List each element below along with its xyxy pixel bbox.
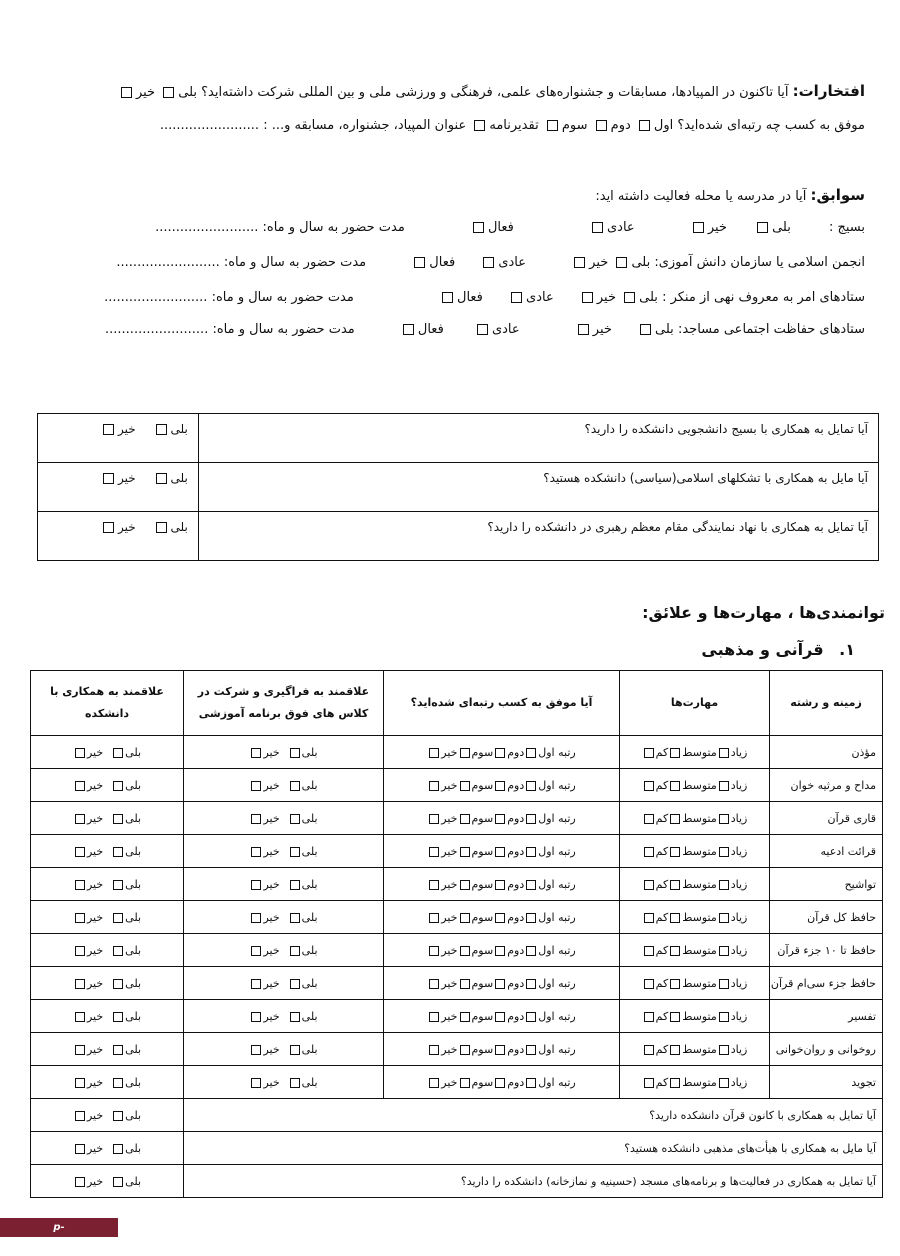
interest-cell: بلیخیر (31, 1066, 184, 1099)
level-checkbox[interactable] (670, 781, 680, 791)
field-cell: حافظ جزء سی‌ام قرآن (770, 967, 883, 1000)
header-training: علاقمند به فراگیری و شرکت در کلاس های فوق برنامه آموزشی (184, 671, 384, 736)
no-checkbox[interactable] (75, 979, 85, 989)
level-checkbox[interactable] (670, 880, 680, 890)
basij-active-checkbox[interactable] (473, 222, 484, 233)
rank-cell: رتبه اولدومسومخیر (384, 868, 620, 901)
cooperation-question-3: آیا تمایل به همکاری با نهاد نمایندگی مقام معظم رهبری در دانشکده را دارید؟ (198, 512, 878, 561)
rank-checkbox[interactable] (495, 880, 505, 890)
level-checkbox[interactable] (644, 781, 654, 791)
interest-cell: بلیخیر (31, 802, 184, 835)
rank-checkbox[interactable] (429, 847, 439, 857)
yes-checkbox[interactable] (113, 814, 123, 824)
rank-checkbox[interactable] (495, 1078, 505, 1088)
skill-level-cell: زیادمتوسطکم (620, 1000, 770, 1033)
training-cell: بلیخیر (184, 967, 384, 1000)
field-cell: روخوانی و روان‌خوانی (770, 1033, 883, 1066)
table-row (31, 1000, 883, 1033)
interest-cell: بلیخیر (31, 868, 184, 901)
level-checkbox[interactable] (670, 1012, 680, 1022)
skill-level-cell: زیادمتوسطکم (620, 967, 770, 1000)
rank-checkbox[interactable] (460, 1078, 470, 1088)
rank-checkbox[interactable] (460, 913, 470, 923)
rank-checkbox[interactable] (460, 847, 470, 857)
level-checkbox[interactable] (644, 1078, 654, 1088)
rank-cell: رتبه اولدومسومخیر (384, 934, 620, 967)
training-cell: بلیخیر (184, 835, 384, 868)
level-checkbox[interactable] (670, 979, 680, 989)
no-checkbox[interactable] (251, 1012, 261, 1022)
field-cell: مداح و مرثیه خوان (770, 769, 883, 802)
yes-checkbox[interactable] (113, 1177, 123, 1187)
no-checkbox[interactable] (75, 1144, 85, 1154)
training-cell: بلیخیر (184, 736, 384, 769)
no-checkbox[interactable] (75, 1111, 85, 1121)
header-skills: مهارت‌ها (620, 671, 770, 736)
yes-checkbox[interactable] (113, 913, 123, 923)
yes-checkbox[interactable] (113, 1144, 123, 1154)
interest-cell: بلیخیر (31, 835, 184, 868)
table-row (31, 1033, 883, 1066)
coop2-no-checkbox[interactable] (103, 473, 114, 484)
interest-cell: بلیخیر (31, 769, 184, 802)
skill-level-cell: زیادمتوسطکم (620, 802, 770, 835)
field-cell: تفسیر (770, 1000, 883, 1033)
level-checkbox[interactable] (644, 880, 654, 890)
rank-second-checkbox[interactable] (596, 120, 607, 131)
rank-checkbox[interactable] (429, 1012, 439, 1022)
no-checkbox[interactable] (75, 1012, 85, 1022)
coop1-no-checkbox[interactable] (103, 424, 114, 435)
rank-checkbox[interactable] (526, 781, 536, 791)
achievements-yes-checkbox[interactable] (163, 87, 174, 98)
level-checkbox[interactable] (719, 814, 729, 824)
field-cell: مؤذن (770, 736, 883, 769)
basij-yes-checkbox[interactable] (757, 222, 768, 233)
background-row-islamic-assoc: انجمن اسلامی یا سازمان دانش آموزی: بلی خیر عادی فعال مدت حضور به سال و ماه: ......................... (116, 255, 865, 270)
training-cell: بلیخیر (184, 802, 384, 835)
rank-checkbox[interactable] (526, 979, 536, 989)
rank-checkbox[interactable] (495, 1012, 505, 1022)
coop3-no-checkbox[interactable] (103, 522, 114, 533)
rank-checkbox[interactable] (526, 748, 536, 758)
rank-checkbox[interactable] (429, 1078, 439, 1088)
header-interest: علاقمند به همکاری با دانشکده (31, 671, 184, 736)
rank-checkbox[interactable] (495, 748, 505, 758)
yes-checkbox[interactable] (290, 913, 300, 923)
training-cell: بلیخیر (184, 934, 384, 967)
rank-checkbox[interactable] (495, 781, 505, 791)
no-checkbox[interactable] (75, 913, 85, 923)
level-checkbox[interactable] (644, 847, 654, 857)
assoc-yes-checkbox[interactable] (616, 257, 627, 268)
skill-level-cell: زیادمتوسطکم (620, 835, 770, 868)
skill-level-cell: زیادمتوسطکم (620, 736, 770, 769)
field-cell: قاری قرآن (770, 802, 883, 835)
table-row (38, 463, 879, 512)
no-checkbox[interactable] (75, 1078, 85, 1088)
level-checkbox[interactable] (719, 781, 729, 791)
table-row (31, 934, 883, 967)
table-row (31, 736, 883, 769)
level-checkbox[interactable] (719, 1012, 729, 1022)
rank-cell: رتبه اولدومسومخیر (384, 1066, 620, 1099)
background-row-mosque: ستادهای حفاظت اجتماعی مساجد: بلی خیر عادی فعال مدت حضور به سال و ماه: ......................... (105, 322, 865, 337)
rank-checkbox[interactable] (460, 880, 470, 890)
level-checkbox[interactable] (719, 913, 729, 923)
no-checkbox[interactable] (75, 1045, 85, 1055)
training-cell: بلیخیر (184, 1033, 384, 1066)
skills-section-title: توانمندی‌ها ، مهارت‌ها و علائق: (642, 603, 885, 622)
assoc-normal-checkbox[interactable] (483, 257, 494, 268)
achievements-line-2: موفق به کسب چه رتبه‌ای شده‌اید؟ اول دوم سوم تقدیرنامه عنوان المپیاد، جشنواره، مسابقه و... : ........................ (159, 118, 865, 133)
level-checkbox[interactable] (644, 979, 654, 989)
mosque-no-checkbox[interactable] (578, 324, 589, 335)
yes-checkbox[interactable] (113, 946, 123, 956)
yes-checkbox[interactable] (290, 781, 300, 791)
field-cell: حافظ کل قرآن (770, 901, 883, 934)
training-cell: بلیخیر (184, 868, 384, 901)
rank-checkbox[interactable] (460, 1045, 470, 1055)
background-row-amr: ستادهای امر به معروف نهی از منکر : بلی خیر عادی فعال مدت حضور به سال و ماه: ......................... (104, 290, 865, 305)
rank-checkbox[interactable] (495, 913, 505, 923)
yes-checkbox[interactable] (113, 1012, 123, 1022)
extra-question-cell: آیا تمایل به همکاری در فعالیت‌ها و برنامه‌های مسجد (حسینیه و نمازخانه) دانشکده را دارید؟ (184, 1165, 883, 1198)
no-checkbox[interactable] (75, 748, 85, 758)
rank-question: موفق به کسب چه رتبه‌ای شده‌اید؟ (677, 118, 865, 133)
rank-checkbox[interactable] (526, 1012, 536, 1022)
rank-checkbox[interactable] (526, 847, 536, 857)
achievements-no-checkbox[interactable] (121, 87, 132, 98)
rank-checkbox[interactable] (460, 979, 470, 989)
table-row (31, 835, 883, 868)
level-checkbox[interactable] (670, 946, 680, 956)
skills-header-row (31, 671, 883, 736)
no-checkbox[interactable] (251, 1078, 261, 1088)
rank-checkbox[interactable] (429, 1045, 439, 1055)
rank-cell: رتبه اولدومسومخیر (384, 802, 620, 835)
rank-cell: رتبه اولدومسومخیر (384, 901, 620, 934)
level-checkbox[interactable] (644, 1012, 654, 1022)
mosque-normal-checkbox[interactable] (477, 324, 488, 335)
field-cell: قرائت ادعیه (770, 835, 883, 868)
rank-checkbox[interactable] (429, 880, 439, 890)
extra-answer-cell: بلیخیر (31, 1132, 184, 1165)
rank-checkbox[interactable] (495, 847, 505, 857)
achievements-line-1: افتخارات: آیا تاکنون در المپیادها، مسابقات و جشنواره‌های علمی، فرهنگی و ورزشی ملی و بین المللی شرکت داشته‌اید؟ بلی خیر (35, 82, 865, 100)
level-checkbox[interactable] (719, 880, 729, 890)
cooperation-answer-2: بلی خیر (38, 463, 199, 512)
rank-checkbox[interactable] (429, 748, 439, 758)
rank-checkbox[interactable] (495, 814, 505, 824)
no-checkbox[interactable] (251, 814, 261, 824)
rank-checkbox[interactable] (526, 946, 536, 956)
no-checkbox[interactable] (75, 880, 85, 890)
rank-checkbox[interactable] (526, 1078, 536, 1088)
no-checkbox[interactable] (251, 1045, 261, 1055)
achievements-question: آیا تاکنون در المپیادها، مسابقات و جشنواره‌های علمی، فرهنگی و ورزشی ملی و بین المللی شرکت داشته‌اید؟ (201, 85, 789, 100)
table-row (31, 769, 883, 802)
rank-checkbox[interactable] (460, 781, 470, 791)
table-row (38, 512, 879, 561)
no-checkbox[interactable] (75, 847, 85, 857)
rank-checkbox[interactable] (526, 1045, 536, 1055)
basij-no-checkbox[interactable] (693, 222, 704, 233)
skill-level-cell: زیادمتوسطکم (620, 934, 770, 967)
cooperation-question-2: آیا مایل به همکاری با تشکلهای اسلامی(سیاسی) دانشکده هستید؟ (198, 463, 878, 512)
amr-yes-checkbox[interactable] (624, 292, 635, 303)
rank-checkbox[interactable] (526, 880, 536, 890)
site-footer-tag[interactable]: p-estahban.sums.ac.ir (0, 1218, 118, 1237)
level-checkbox[interactable] (719, 1078, 729, 1088)
assoc-no-checkbox[interactable] (574, 257, 585, 268)
rank-checkbox[interactable] (526, 913, 536, 923)
yes-checkbox[interactable] (113, 880, 123, 890)
rank-cell: رتبه اولدومسومخیر (384, 1033, 620, 1066)
field-cell: تجوید (770, 1066, 883, 1099)
assoc-active-checkbox[interactable] (414, 257, 425, 268)
yes-checkbox[interactable] (290, 748, 300, 758)
table-row (31, 868, 883, 901)
yes-checkbox[interactable] (113, 847, 123, 857)
interest-cell: بلیخیر (31, 967, 184, 1000)
yes-checkbox[interactable] (290, 946, 300, 956)
coop2-yes-checkbox[interactable] (156, 473, 167, 484)
rank-checkbox[interactable] (429, 781, 439, 791)
yes-checkbox[interactable] (290, 847, 300, 857)
table-row (31, 1066, 883, 1099)
skill-level-cell: زیادمتوسطکم (620, 1033, 770, 1066)
background-question: آیا در مدرسه یا محله فعالیت داشته اید: (595, 189, 807, 204)
skill-level-cell: زیادمتوسطکم (620, 868, 770, 901)
no-checkbox[interactable] (251, 847, 261, 857)
cooperation-table (37, 413, 879, 561)
rank-checkbox[interactable] (495, 1045, 505, 1055)
rank-cell: رتبه اولدومسومخیر (384, 769, 620, 802)
yes-checkbox[interactable] (290, 1078, 300, 1088)
rank-checkbox[interactable] (526, 814, 536, 824)
amr-active-checkbox[interactable] (442, 292, 453, 303)
background-heading (595, 186, 865, 204)
no-checkbox[interactable] (251, 979, 261, 989)
no-checkbox[interactable] (251, 781, 261, 791)
level-checkbox[interactable] (644, 814, 654, 824)
rank-checkbox[interactable] (460, 946, 470, 956)
no-checkbox[interactable] (75, 814, 85, 824)
skill-level-cell: زیادمتوسطکم (620, 1066, 770, 1099)
extra-answer-cell: بلیخیر (31, 1099, 184, 1132)
level-checkbox[interactable] (670, 847, 680, 857)
yes-checkbox[interactable] (113, 979, 123, 989)
level-checkbox[interactable] (644, 1045, 654, 1055)
rank-checkbox[interactable] (495, 946, 505, 956)
rank-checkbox[interactable] (429, 814, 439, 824)
table-row (31, 967, 883, 1000)
rank-cell: رتبه اولدومسومخیر (384, 967, 620, 1000)
no-checkbox[interactable] (251, 880, 261, 890)
level-checkbox[interactable] (670, 748, 680, 758)
field-cell: حافظ تا ۱۰ جزء قرآن (770, 934, 883, 967)
level-checkbox[interactable] (719, 946, 729, 956)
skill-level-cell: زیادمتوسطکم (620, 769, 770, 802)
rank-checkbox[interactable] (460, 748, 470, 758)
rank-checkbox[interactable] (429, 946, 439, 956)
no-checkbox[interactable] (75, 1177, 85, 1187)
yes-checkbox[interactable] (290, 1045, 300, 1055)
yes-checkbox[interactable] (113, 781, 123, 791)
rank-checkbox[interactable] (429, 913, 439, 923)
table-row (31, 1132, 883, 1165)
yes-checkbox[interactable] (290, 1012, 300, 1022)
level-checkbox[interactable] (644, 946, 654, 956)
extra-question-cell: آیا تمایل به همکاری با کانون قرآن دانشکده دارید؟ (184, 1099, 883, 1132)
training-cell: بلیخیر (184, 901, 384, 934)
table-row (31, 901, 883, 934)
level-checkbox[interactable] (719, 1045, 729, 1055)
amr-no-checkbox[interactable] (582, 292, 593, 303)
mosque-active-checkbox[interactable] (403, 324, 414, 335)
cooperation-question-1: آیا تمایل به همکاری با بسیج دانشجویی دانشکده را دارید؟ (198, 414, 878, 463)
rank-certificate-checkbox[interactable] (474, 120, 485, 131)
title-prompt: عنوان المپیاد، جشنواره، مسابقه و... : (263, 118, 467, 133)
background-title: سوابق: (810, 186, 865, 204)
training-cell: بلیخیر (184, 1066, 384, 1099)
rank-checkbox[interactable] (429, 979, 439, 989)
yes-checkbox[interactable] (290, 880, 300, 890)
level-checkbox[interactable] (670, 1078, 680, 1088)
level-checkbox[interactable] (670, 814, 680, 824)
cooperation-answer-1: بلی خیر (38, 414, 199, 463)
rank-checkbox[interactable] (495, 979, 505, 989)
background-row-basij: بسیج : بلی خیر عادی فعال مدت حضور به سال و ماه: ......................... (155, 220, 865, 235)
level-checkbox[interactable] (670, 913, 680, 923)
training-cell: بلیخیر (184, 1000, 384, 1033)
extra-question-cell: آیا مایل به همکاری با هیأت‌های مذهبی دانشکده هستید؟ (184, 1132, 883, 1165)
rank-first-checkbox[interactable] (639, 120, 650, 131)
skills-subtitle: ۱. قرآنی و مذهبی (701, 640, 855, 659)
level-checkbox[interactable] (719, 979, 729, 989)
level-checkbox[interactable] (644, 913, 654, 923)
yes-checkbox[interactable] (290, 979, 300, 989)
interest-cell: بلیخیر (31, 1000, 184, 1033)
rank-third-checkbox[interactable] (547, 120, 558, 131)
level-checkbox[interactable] (719, 847, 729, 857)
table-row (38, 414, 879, 463)
no-checkbox[interactable] (251, 748, 261, 758)
training-cell: بلیخیر (184, 769, 384, 802)
yes-checkbox[interactable] (113, 1111, 123, 1121)
title-fill[interactable]: ........................ (159, 118, 260, 133)
achievements-title: افتخارات: (792, 82, 865, 100)
yes-checkbox[interactable] (113, 1045, 123, 1055)
cooperation-answer-3: بلی خیر (38, 512, 199, 561)
coop3-yes-checkbox[interactable] (156, 522, 167, 533)
amr-normal-checkbox[interactable] (511, 292, 522, 303)
yes-checkbox[interactable] (113, 1078, 123, 1088)
coop1-yes-checkbox[interactable] (156, 424, 167, 435)
interest-cell: بلیخیر (31, 736, 184, 769)
yes-checkbox[interactable] (290, 814, 300, 824)
level-checkbox[interactable] (719, 748, 729, 758)
skills-table (30, 670, 883, 1198)
rank-cell: رتبه اولدومسومخیر (384, 835, 620, 868)
interest-cell: بلیخیر (31, 1033, 184, 1066)
rank-checkbox[interactable] (460, 814, 470, 824)
extra-answer-cell: بلیخیر (31, 1165, 184, 1198)
level-checkbox[interactable] (644, 748, 654, 758)
table-row (31, 1165, 883, 1198)
interest-cell: بلیخیر (31, 901, 184, 934)
no-checkbox[interactable] (75, 781, 85, 791)
table-row (31, 802, 883, 835)
rank-cell: رتبه اولدومسومخیر (384, 736, 620, 769)
header-rank: آیا موفق به کسب رتبه‌ای شده‌اید؟ (384, 671, 620, 736)
rank-checkbox[interactable] (460, 1012, 470, 1022)
level-checkbox[interactable] (670, 1045, 680, 1055)
header-field: زمینه و رشته (770, 671, 883, 736)
yes-checkbox[interactable] (113, 748, 123, 758)
basij-normal-checkbox[interactable] (592, 222, 603, 233)
skill-level-cell: زیادمتوسطکم (620, 901, 770, 934)
interest-cell: بلیخیر (31, 934, 184, 967)
no-checkbox[interactable] (75, 946, 85, 956)
rank-cell: رتبه اولدومسومخیر (384, 1000, 620, 1033)
field-cell: تواشیح (770, 868, 883, 901)
no-checkbox[interactable] (251, 946, 261, 956)
no-checkbox[interactable] (251, 913, 261, 923)
mosque-yes-checkbox[interactable] (640, 324, 651, 335)
table-row (31, 1099, 883, 1132)
